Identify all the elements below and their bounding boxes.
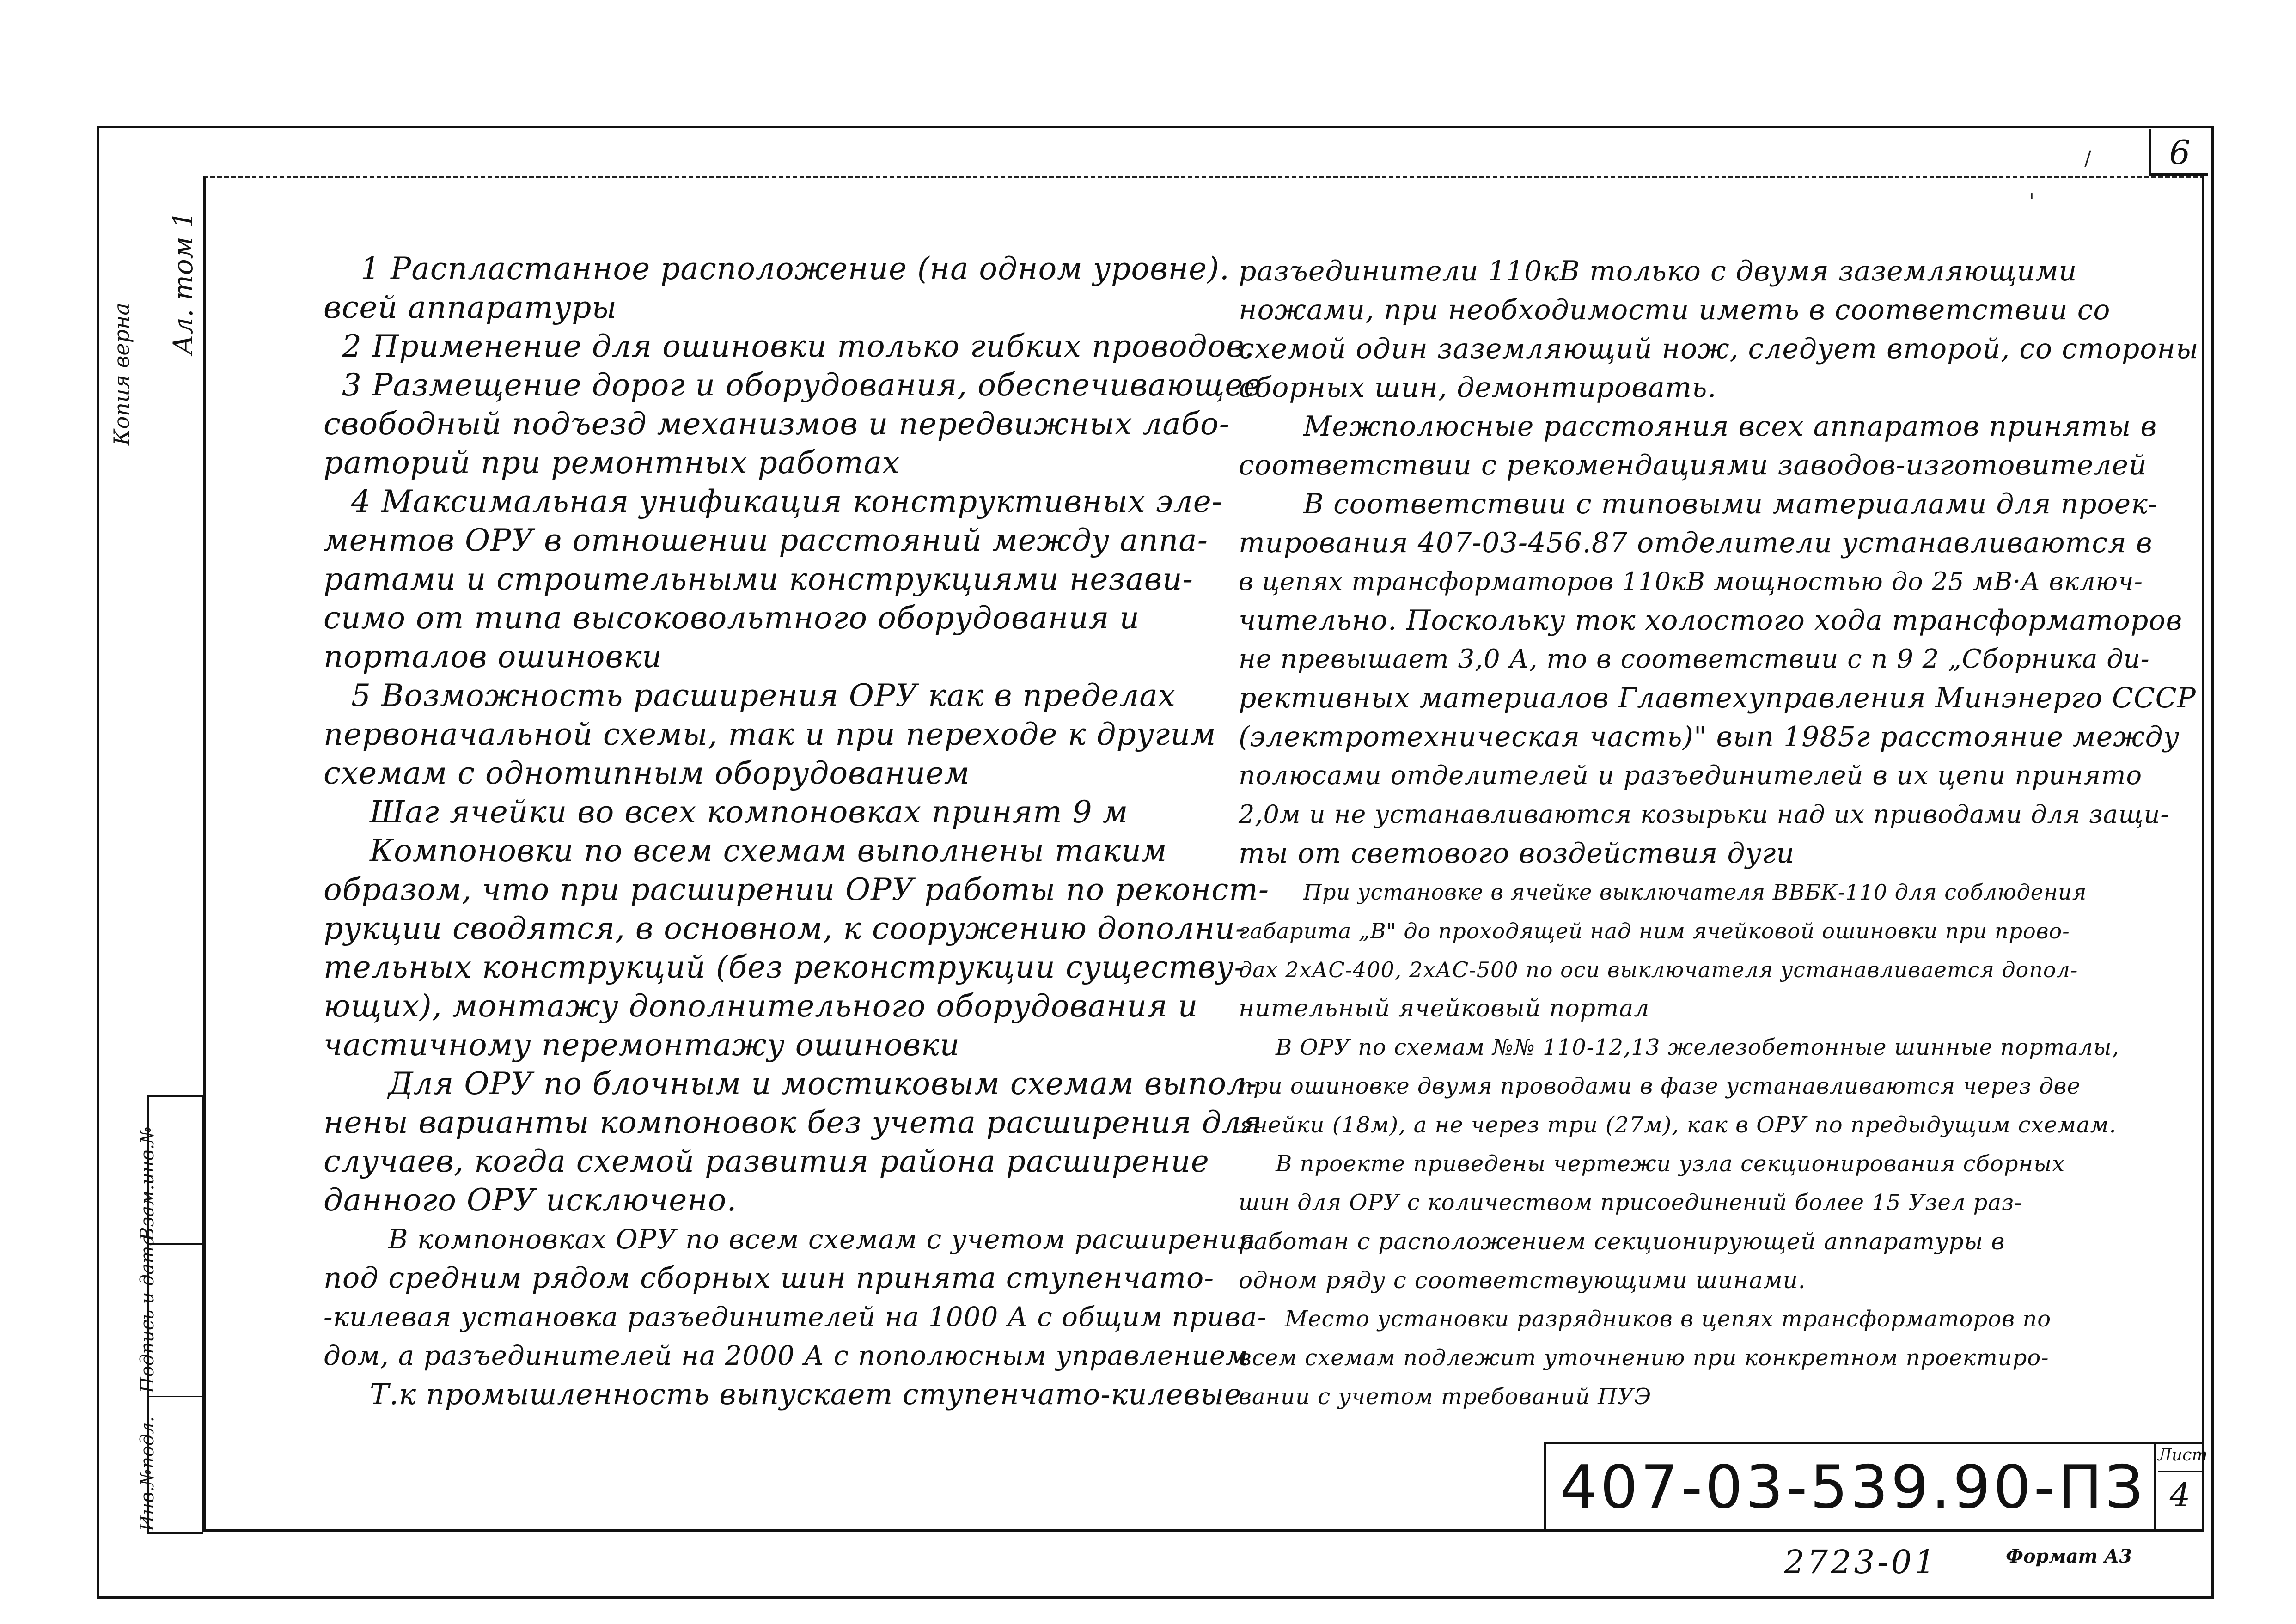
text-line: данного ОРУ исключено. [324, 1182, 737, 1218]
text-line: порталов ошиновки [324, 639, 662, 675]
text-line: ты от светового воздействия дуги [1239, 837, 1795, 870]
text-line: при ошиновке двумя проводами в фазе устанавливаются через две [1239, 1073, 2081, 1099]
text-line: дом, а разъединителей на 2000 А с пополюсным управлением [324, 1340, 1249, 1371]
text-line: -килевая установка разъединителей на 1000 А с общим прива- [324, 1301, 1267, 1332]
text-line: под средним рядом сборных шин принята ступенчато- [324, 1261, 1215, 1295]
text-line: свободный подъезд механизмов и передвижных лабо- [324, 406, 1230, 442]
text-line: Т.к промышленность выпускает ступенчато-килевые [370, 1377, 1242, 1411]
stamp-label: Подпись и дата [137, 1235, 158, 1393]
text-line: 4 Максимальная унификация конструктивных эле- [351, 484, 1223, 519]
text-line: 1 Распластанное расположение (на одном уровне). [360, 251, 1230, 286]
text-line: нительный ячейковый портал [1239, 995, 1650, 1022]
title-block [1544, 1442, 2208, 1532]
text-line: частичному перемонтажу ошиновки [324, 1027, 960, 1063]
copy-note: Копия верна [109, 303, 134, 445]
format-label: Формат А3 [2006, 1545, 2132, 1567]
margin-stamp [137, 1095, 203, 1534]
text-line: первоначальной схемы, так и при переходе к другим [324, 717, 1216, 752]
text-line: рукции сводятся, в основном, к сооружению дополни- [324, 911, 1246, 946]
archive-number: 2723-01 [1784, 1543, 1938, 1581]
text-line: 3 Размещение дорог и оборудования, обеспечивающее [342, 367, 1262, 403]
text-line: В ОРУ по схемам №№ 110-12,13 железобетонные шинные порталы, [1276, 1034, 2119, 1060]
text-line: образом, что при расширении ОРУ работы по реконст- [324, 872, 1270, 907]
stamp-label: Инв.№подл. [137, 1416, 158, 1531]
text-line: Компоновки по всем схемам выполнены таким [370, 833, 1167, 869]
stamp-cell-replacement [137, 1097, 203, 1245]
text-line: вании с учетом требований ПУЭ [1239, 1384, 1652, 1410]
text-line: разъединители 110кВ только с двумя заземляющими [1239, 255, 2077, 287]
text-line: работан с расположением секционирующей аппаратуры в [1239, 1228, 2005, 1255]
text-line: Межполюсные расстояния всех аппаратов приняты в [1303, 410, 2157, 443]
text-line: габарита „В" до проходящей над ним ячейковой ошиновки при прово- [1239, 918, 2070, 943]
text-line: рективных материалов Главтехуправления Минэнерго СССР [1239, 682, 2196, 714]
text-line: (электротехническая часть)" вып 1985г расстояние между [1239, 721, 2180, 753]
sheet-number: 4 [2169, 1476, 2191, 1514]
text-line: шин для ОРУ с количеством присоединений более 15 Узел раз- [1239, 1190, 2022, 1216]
text-line: всем схемам подлежит уточнению при конкретном проектиро- [1239, 1345, 2049, 1371]
text-line: Место установки разрядников в цепях трансформаторов по [1285, 1306, 2052, 1332]
text-line: раторий при ремонтных работах [324, 445, 900, 481]
text-line: схемам с однотипным оборудованием [324, 755, 970, 791]
text-line: симо от типа высоковольтного оборудования и [324, 600, 1140, 636]
text-line: тельных конструкций (без реконструкции существу- [324, 949, 1245, 985]
text-line: соответствии с рекомендациями заводов-изготовителей [1239, 449, 2147, 481]
text-line: При установке в ячейке выключателя ВВБК-110 для соблюдения [1303, 880, 2087, 905]
text-line: одном ряду с соответствующими шинами. [1239, 1267, 1806, 1294]
text-line: ячейки (18м), а не через три (27м), как в ОРУ по предыдущим схемам. [1239, 1112, 2117, 1138]
text-line: 2 Применение для ошиновки только гибких проводов. [342, 328, 1255, 364]
text-line: случаев, когда схемой развития района расширение [324, 1143, 1209, 1179]
scan-mark: / [2084, 147, 2091, 170]
text-line: 2,0м и не устанавливаются козырьки над их приводами для защи- [1239, 800, 2169, 829]
sheet-label: Лист [2158, 1446, 2203, 1472]
text-line: В компоновках ОРУ по всем схемам с учетом расширения [388, 1223, 1256, 1255]
text-line: схемой один заземляющий нож, следует второй, со стороны [1239, 333, 2199, 365]
text-line: чительно. Поскольку ток холостого хода трансформаторов [1239, 604, 2183, 637]
stamp-label: Взам.инв.№ [137, 1126, 158, 1241]
text-line: не превышает 3,0 А, то в соответствии с п 9 2 „Сборника ди- [1239, 644, 2150, 674]
sheet-cell [2154, 1444, 2208, 1532]
right-text-column [1239, 252, 2199, 1416]
text-line: ющих), монтажу дополнительного оборудования и [324, 988, 1198, 1024]
text-line: дах 2хАС-400, 2хАС-500 по оси выключателя устанавливается допол- [1239, 957, 2078, 982]
text-line: ножами, при необходимости иметь в соответствии со [1239, 294, 2111, 326]
text-line: ратами и строительными конструкциями незави- [324, 561, 1193, 597]
text-line: 5 Возможность расширения ОРУ как в пределах [351, 678, 1176, 713]
text-line: В соответствии с типовыми материалами для проек- [1303, 488, 2158, 520]
text-line: В проекте приведены чертежи узла секционирования сборных [1276, 1151, 2065, 1177]
document-code: 407-03-539.90-ПЗ [1560, 1453, 2146, 1522]
left-text-column [324, 249, 1269, 1414]
album-note: Ал. том 1 [167, 211, 199, 355]
scan-mark: ' [2029, 189, 2035, 213]
text-line: Для ОРУ по блочным и мостиковым схемам выпол- [388, 1066, 1258, 1101]
text-line: полюсами отделителей и разъединителей в их цепи принято [1239, 760, 2143, 791]
text-line: всей аппаратуры [324, 290, 617, 325]
text-line: нены варианты компоновок без учета расширения для [324, 1105, 1262, 1140]
text-line: тирования 407-03-456.87 отделители устанавливаются в [1239, 527, 2153, 559]
stamp-cell-inventory [137, 1397, 203, 1534]
text-line: в цепях трансформаторов 110кВ мощностью до 25 мВ·А включ- [1239, 567, 2143, 596]
page-number: 6 [2149, 129, 2208, 176]
text-line: ментов ОРУ в отношении расстояний между аппа- [324, 523, 1209, 558]
text-line: сборных шин, демонтировать. [1239, 371, 1717, 404]
stamp-cell-signature [137, 1235, 203, 1397]
text-line: Шаг ячейки во всех компоновках принят 9 м [370, 794, 1129, 830]
